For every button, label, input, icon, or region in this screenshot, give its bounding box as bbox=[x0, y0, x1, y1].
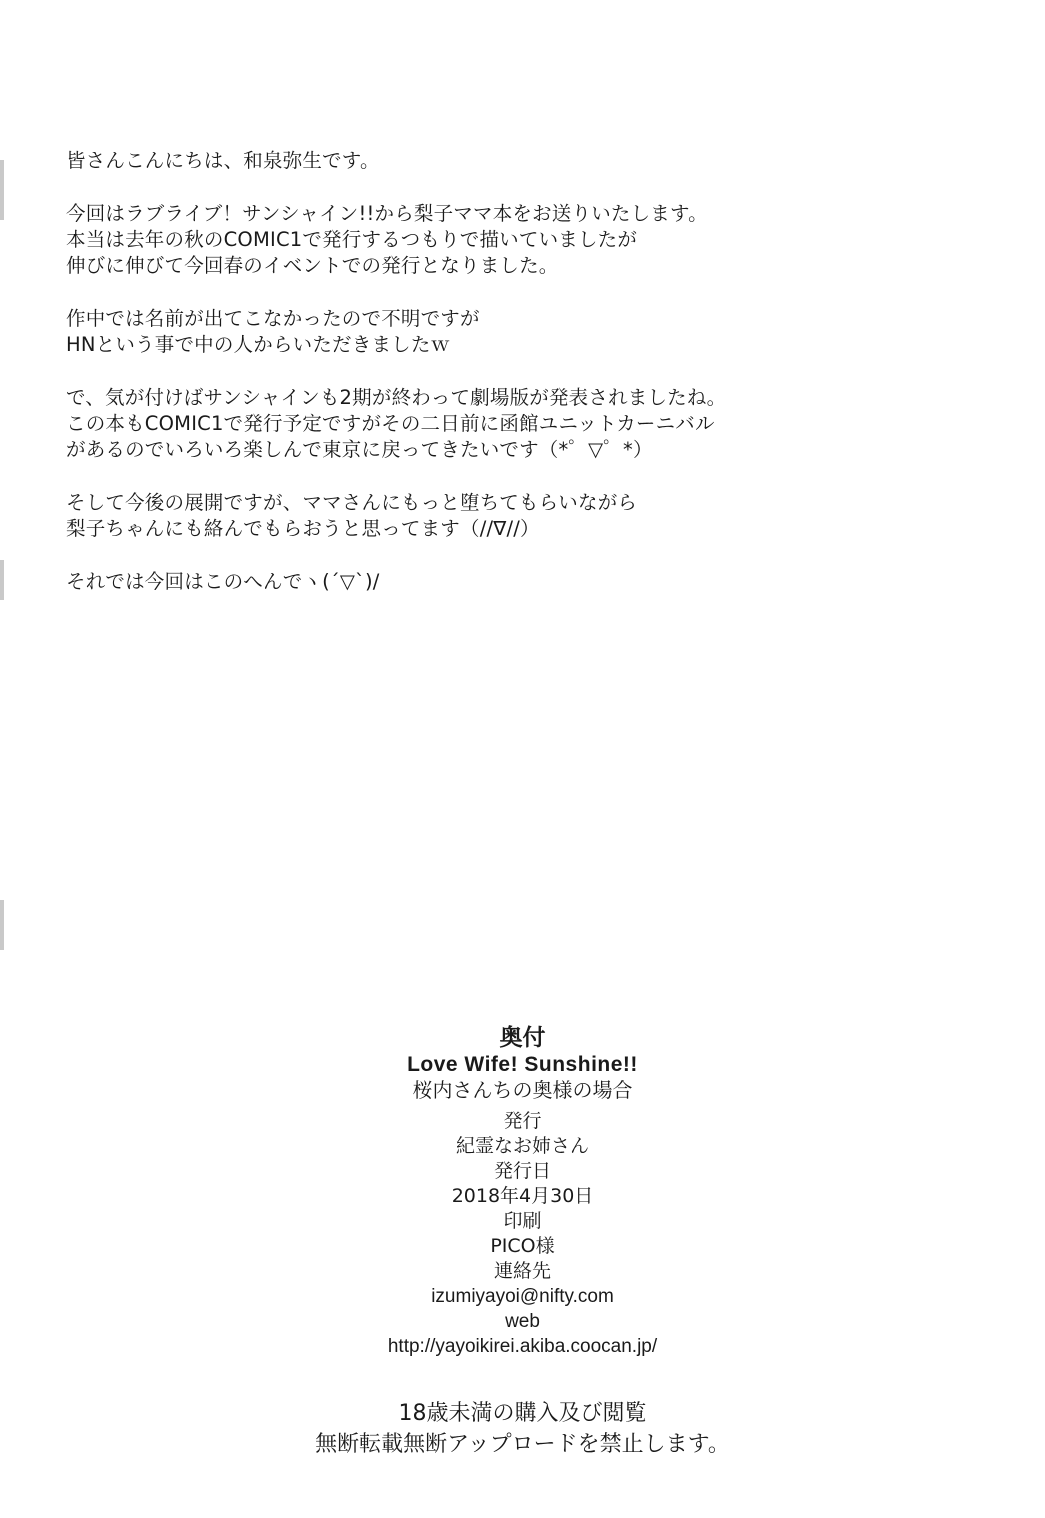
publish-date-label: 発行日 bbox=[493, 1160, 551, 1182]
contact-email: izumiyayoi@nifty.com bbox=[431, 1286, 614, 1307]
afterword-line: それでは今回はこのへんでヽ(´▽`)/ bbox=[66, 570, 380, 593]
afterword-line: 皆さんこんにちは、和泉弥生です。 bbox=[66, 149, 380, 172]
publisher-label: 発行 bbox=[503, 1110, 542, 1132]
afterword-line: があるのでいろいろ楽しんで東京に戻ってきたいです（*゜▽゜*） bbox=[66, 438, 653, 461]
afterword-line: 作中では名前が出てこなかったので不明ですが bbox=[66, 307, 480, 330]
printer-name: PICO様 bbox=[490, 1235, 555, 1257]
afterword-line: この本もCOMIC1で発行予定ですがその二日前に函館ユニットカーニバル bbox=[66, 412, 715, 435]
contact-label: 連絡先 bbox=[493, 1260, 551, 1282]
publish-date: 2018年4月30日 bbox=[451, 1185, 594, 1207]
afterword-paragraph bbox=[66, 490, 986, 542]
afterword-paragraph bbox=[66, 201, 986, 279]
afterword-line: 今回はラブライブ！サンシャイン!!から梨子ママ本をお送りいたします。 bbox=[66, 202, 708, 225]
afterword-paragraph bbox=[66, 569, 986, 595]
scan-edge-mark bbox=[0, 560, 4, 600]
notice-line-2: 無断転載無断アップロードを禁止します。 bbox=[315, 1432, 730, 1457]
website-url: http://yayoikirei.akiba.coocan.jp/ bbox=[387, 1336, 658, 1357]
afterword-paragraph bbox=[66, 385, 986, 463]
publisher-name: 紀霊なお姉さん bbox=[455, 1135, 589, 1157]
afterword-line: 伸びに伸びて今回春のイベントでの発行となりました。 bbox=[66, 254, 559, 277]
afterword-text bbox=[66, 148, 986, 622]
afterword-paragraph bbox=[66, 306, 986, 358]
afterword-paragraph bbox=[66, 148, 986, 174]
colophon-heading: 奥付 bbox=[499, 1025, 546, 1051]
afterword-line: そして今後の展開ですが、ママさんにもっと堕ちてもらいながら bbox=[66, 491, 638, 514]
printer-label: 印刷 bbox=[503, 1210, 542, 1232]
scan-edge-mark bbox=[0, 900, 4, 950]
afterword-line: 本当は去年の秋のCOMIC1で発行するつもりで描いていましたが bbox=[66, 228, 638, 251]
afterword-line: で、気が付けばサンシャインも2期が終わって劇場版が発表されましたね。 bbox=[66, 386, 727, 409]
age-restriction-notice bbox=[0, 1398, 1045, 1460]
afterword-line: 梨子ちゃんにも絡んでもらおうと思ってます（//∇//） bbox=[66, 517, 540, 540]
web-label: web bbox=[505, 1311, 540, 1332]
scan-edge-mark bbox=[0, 160, 4, 220]
colophon bbox=[0, 1024, 1045, 1359]
book-title-english: Love Wife! Sunshine!! bbox=[407, 1053, 638, 1076]
afterword-line: HNという事で中の人からいただきましたｗ bbox=[66, 333, 451, 356]
notice-line-1: 18歳未満の購入及び閲覧 bbox=[398, 1401, 647, 1426]
book-subtitle-japanese: 桜内さんちの奥様の場合 bbox=[412, 1078, 633, 1102]
